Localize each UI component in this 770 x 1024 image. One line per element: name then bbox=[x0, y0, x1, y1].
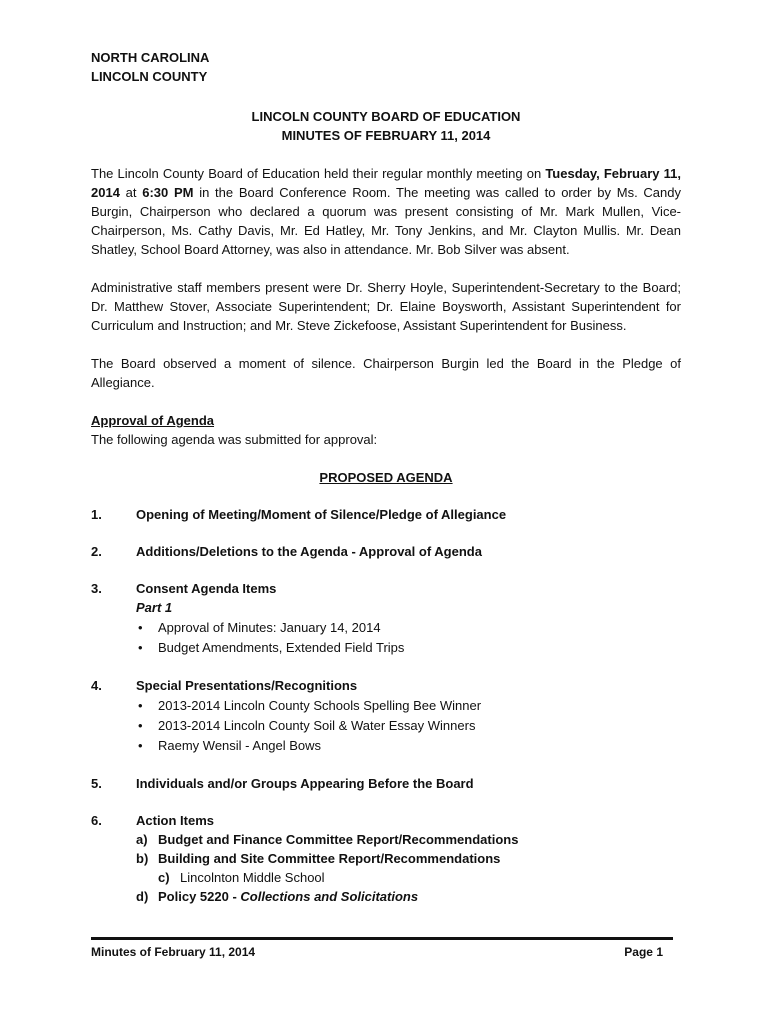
page-footer bbox=[91, 945, 663, 959]
item-label: Opening of Meeting/Moment of Silence/Pledge of Allegiance bbox=[136, 507, 507, 522]
list-item bbox=[136, 716, 681, 736]
document-body bbox=[91, 48, 681, 906]
header-county: LINCOLN COUNTY bbox=[91, 69, 208, 84]
sub-item-letter: a) bbox=[136, 832, 148, 847]
item-number: 3. bbox=[91, 581, 102, 596]
list-item bbox=[136, 696, 681, 716]
item-label: Individuals and/or Groups Appearing Before the Board bbox=[136, 776, 474, 791]
item-number: 4. bbox=[91, 678, 102, 693]
para1-text-3: in the Board Conference Room. The meeting was called to order by Ms. Candy Burgin, Chairperson who declared a quorum was present consisting of Mr. Mark Mullen, Vice-Chairperson, Ms. Cathy Davis, Mr. Ed Hatley, Mr. Tony Jenkins, and Mr. Clayton Mullis. Mr. Dean Shatley, School Board Attorney, was also in attendance. Mr. Bob Silver was absent. bbox=[91, 185, 681, 257]
list-item-text: 2013-2014 Lincoln County Schools Spelling Bee Winner bbox=[158, 698, 482, 713]
meeting-date: Tuesday, February 11, 2014 bbox=[91, 166, 681, 200]
agenda-item-1 bbox=[91, 505, 681, 524]
list-item-text: Raemy Wensil - Angel Bows bbox=[158, 738, 322, 753]
document-title bbox=[91, 107, 681, 145]
list-item bbox=[136, 618, 681, 638]
sub-item-letter: d) bbox=[136, 889, 149, 904]
sub-item-c bbox=[136, 868, 681, 887]
bullet-icon: • bbox=[138, 640, 143, 655]
staff-paragraph: Administrative staff members present were Dr. Sherry Hoyle, Superintendent-Secretary to the Board; Dr. Matthew Stover, Associate Superintendent; Dr. Elaine Boysworth, Assistant Superintendent for Curriculum and Instruction; and Mr. Steve Zickefoose, Assistant Superintendent for Business. bbox=[91, 280, 681, 333]
sub-item-text: Building and Site Committee Report/Recommendations bbox=[158, 851, 501, 866]
title-line-2: MINUTES OF FEBRUARY 11, 2014 bbox=[281, 128, 491, 143]
item-number: 1. bbox=[91, 507, 102, 522]
sub-item-text: Lincolnton Middle School bbox=[180, 870, 325, 885]
bullet-icon: • bbox=[138, 620, 143, 635]
item-label: Additions/Deletions to the Agenda - Approval of Agenda bbox=[136, 544, 482, 559]
approval-section bbox=[91, 411, 681, 449]
footer-left: Minutes of February 11, 2014 bbox=[91, 945, 256, 959]
para1-text-1: The Lincoln County Board of Education held their regular monthly meeting on bbox=[91, 166, 546, 181]
agenda-item-3 bbox=[91, 579, 681, 658]
item-number: 6. bbox=[91, 813, 102, 828]
sub-item-italic-text: Collections and Solicitations bbox=[240, 889, 419, 904]
meeting-paragraph bbox=[91, 164, 681, 259]
footer-rule bbox=[91, 937, 673, 940]
item-number: 5. bbox=[91, 776, 102, 791]
title-line-1: LINCOLN COUNTY BOARD OF EDUCATION bbox=[251, 109, 521, 124]
bullet-icon: • bbox=[138, 698, 143, 713]
sub-item-letter: c) bbox=[158, 870, 170, 885]
header-state: NORTH CAROLINA bbox=[91, 50, 210, 65]
agenda-item-5 bbox=[91, 774, 681, 793]
approval-heading: Approval of Agenda bbox=[91, 413, 215, 428]
list-item bbox=[136, 638, 681, 658]
list-item bbox=[136, 736, 681, 756]
item-label: Special Presentations/Recognitions bbox=[136, 678, 358, 693]
approval-text: The following agenda was submitted for approval: bbox=[91, 432, 378, 447]
list-item-text: 2013-2014 Lincoln County Soil & Water Essay Winners bbox=[158, 718, 476, 733]
para1-text-2: at bbox=[119, 185, 143, 200]
sub-item-text: Policy 5220 - bbox=[158, 889, 241, 904]
sub-item-a bbox=[136, 830, 681, 849]
agenda-item-4 bbox=[91, 676, 681, 756]
meeting-time: 6:30 PM bbox=[142, 185, 194, 200]
bullet-list bbox=[136, 696, 681, 756]
sub-item-text: Budget and Finance Committee Report/Recommendations bbox=[158, 832, 519, 847]
agenda-title bbox=[91, 468, 681, 487]
agenda-item-2 bbox=[91, 542, 681, 561]
item-part: Part 1 bbox=[136, 600, 173, 615]
bullet-icon: • bbox=[138, 718, 143, 733]
item-label: Consent Agenda Items bbox=[136, 581, 277, 596]
list-item-text: Budget Amendments, Extended Field Trips bbox=[158, 640, 405, 655]
agenda-title-text: PROPOSED AGENDA bbox=[319, 470, 453, 485]
item-label: Action Items bbox=[136, 813, 215, 828]
list-item-text: Approval of Minutes: January 14, 2014 bbox=[158, 620, 381, 635]
sub-item-letter: b) bbox=[136, 851, 149, 866]
sub-item-b bbox=[136, 849, 681, 868]
item-number: 2. bbox=[91, 544, 102, 559]
sub-item-d bbox=[136, 887, 681, 906]
bullet-icon: • bbox=[138, 738, 143, 753]
silence-paragraph: The Board observed a moment of silence. Chairperson Burgin led the Board in the Pledge of Allegiance. bbox=[91, 356, 681, 390]
bullet-list bbox=[136, 618, 681, 658]
page-number: Page 1 bbox=[624, 945, 663, 959]
agenda-item-6 bbox=[91, 811, 681, 906]
